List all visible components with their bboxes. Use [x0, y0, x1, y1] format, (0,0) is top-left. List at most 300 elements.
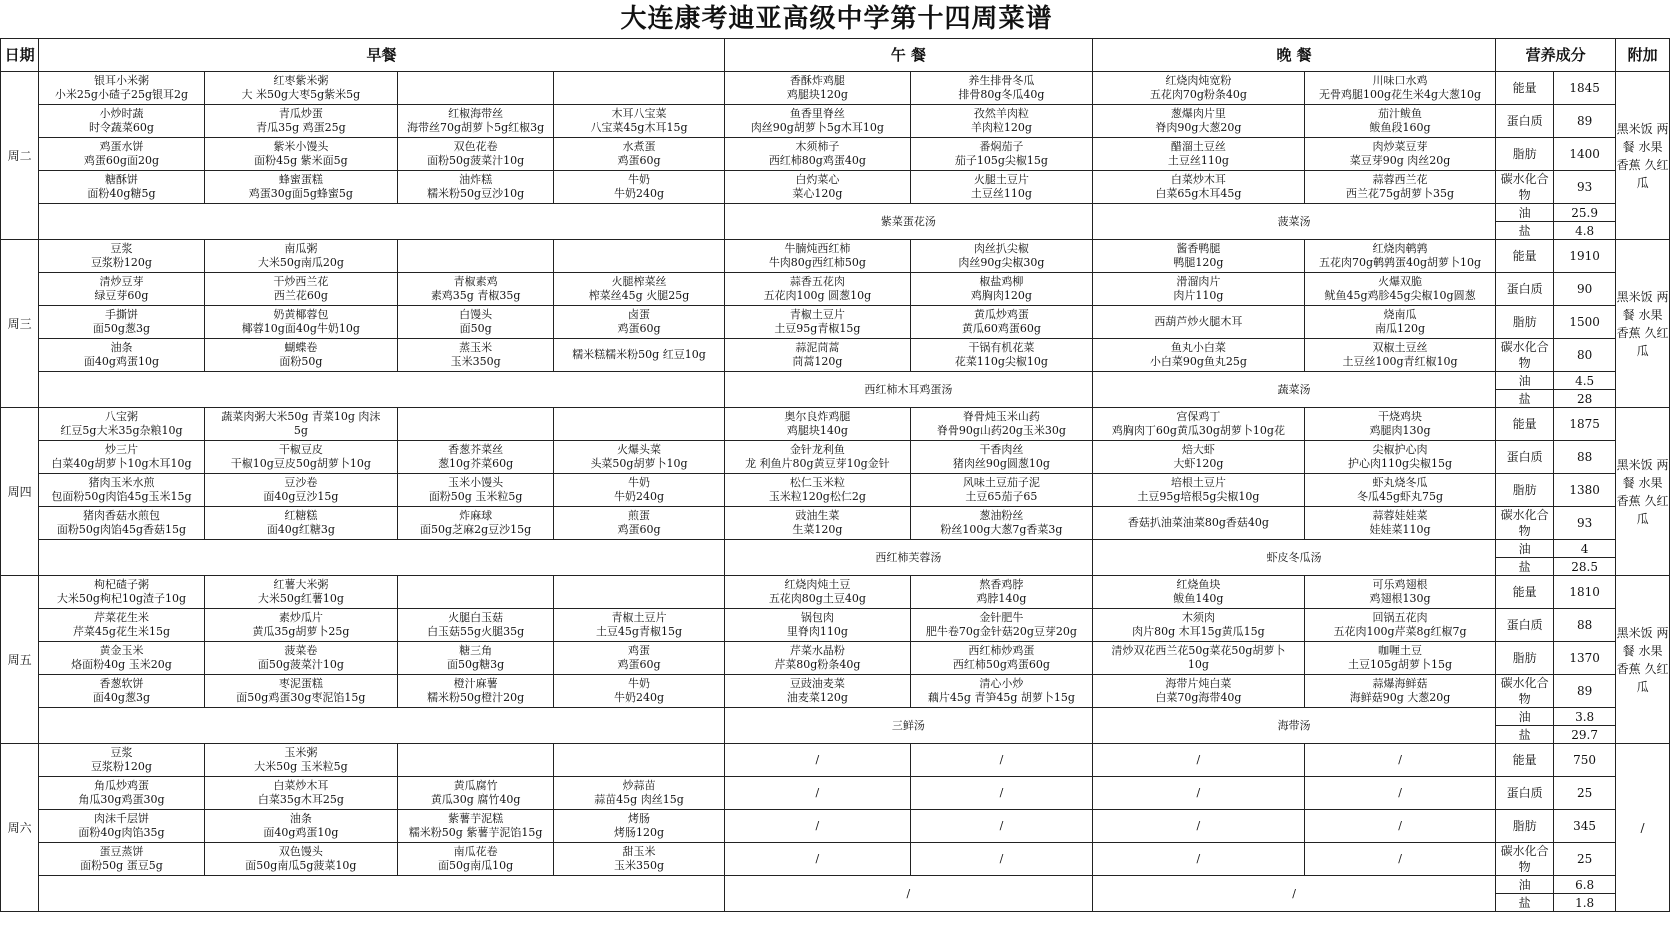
- dish-name: 滑溜肉片: [1176, 275, 1221, 288]
- breakfast-item: [398, 171, 554, 204]
- dinner-item: [1092, 474, 1304, 507]
- menu-row: [1, 642, 1670, 675]
- breakfast-item: [204, 609, 397, 642]
- dish-ingredients: 青瓜35g 鸡蛋25g: [256, 121, 346, 134]
- lunch-soup: /: [724, 876, 1092, 912]
- extra-note: 黑米饭 两餐 水果 香蕉 久红瓜: [1616, 576, 1670, 744]
- breakfast-item: [398, 441, 554, 474]
- nutrition-value: 1875: [1554, 408, 1616, 441]
- oil-label: 油: [1496, 204, 1554, 222]
- dish-ingredients: 白菜65g木耳45g: [1155, 187, 1242, 200]
- salt-value: 28: [1554, 390, 1616, 408]
- lunch-item: [724, 474, 910, 507]
- dish-name: /: [1196, 753, 1201, 766]
- dish-name: /: [1196, 852, 1201, 865]
- dish-name: 炒三片: [104, 443, 138, 456]
- dish-name: 西葫芦炒火腿木耳: [1154, 315, 1243, 328]
- dish-ingredients: 面50g芝麻2g豆沙15g: [420, 523, 532, 536]
- breakfast-item: [554, 576, 725, 609]
- dinner-item: [1092, 441, 1304, 474]
- dish-name: 黄瓜炒鸡蛋: [973, 308, 1029, 321]
- nutrition-label: 碳水化合物: [1496, 339, 1554, 372]
- soup-row: [1, 708, 1670, 726]
- breakfast-item: [204, 642, 397, 675]
- lunch-item: [910, 507, 1092, 540]
- breakfast-item: [204, 72, 397, 105]
- salt-value: 29.7: [1554, 726, 1616, 744]
- dish-name: /: [999, 819, 1004, 832]
- dish-ingredients: 海带丝70g胡萝卜5g红椒3g: [407, 121, 545, 134]
- dish-ingredients: 面50g南瓜10g: [438, 859, 514, 872]
- nutrition-label: 碳水化合物: [1496, 171, 1554, 204]
- dish-ingredients: 大米50g枸杞10g渣子10g: [56, 592, 187, 605]
- dish-name: 炸麻球: [459, 509, 493, 522]
- dish-name: 香葱软饼: [99, 677, 144, 690]
- dish-name: 牛奶: [627, 677, 650, 690]
- lunch-item: [910, 744, 1092, 777]
- dish-name: 木耳八宝菜: [611, 107, 667, 120]
- breakfast-item: [554, 408, 725, 441]
- breakfast-item: [39, 441, 204, 474]
- nutrition-value: 1400: [1554, 138, 1616, 171]
- dish-name: 蒜泥茼蒿: [795, 341, 840, 354]
- dish-ingredients: 豆浆粉120g: [90, 760, 152, 773]
- dish-name: 火爆头菜: [616, 443, 661, 456]
- dish-name: 牛奶: [627, 173, 650, 186]
- breakfast-soup-blank: [39, 876, 725, 912]
- breakfast-item: [554, 306, 725, 339]
- dish-ingredients: 榨菜丝45g 火腿25g: [588, 289, 690, 302]
- dish-name: 香酥炸鸡腿: [789, 74, 845, 87]
- oil-value: 4: [1554, 540, 1616, 558]
- dish-name: 金针龙利鱼: [789, 443, 845, 456]
- dish-name: 牛腩炖西红柿: [784, 242, 851, 255]
- dish-name: 蒜蓉娃娃菜: [1372, 509, 1428, 522]
- dish-name: 糖三角: [459, 644, 493, 657]
- dish-ingredients: 白玉菇55g火腿35g: [427, 625, 525, 638]
- dish-ingredients: 糯米粉50g 紫薯芋泥馅15g: [408, 826, 543, 839]
- dish-ingredients: 五花肉70g鹌鹑蛋40g胡萝卜10g: [1318, 256, 1482, 269]
- dish-ingredients: 面50g菠菜汁10g: [257, 658, 344, 671]
- menu-row: [1, 408, 1670, 441]
- breakfast-item: [204, 138, 397, 171]
- dinner-item: [1092, 273, 1304, 306]
- dish-name: 回锅五花肉: [1372, 611, 1428, 624]
- breakfast-item: [39, 72, 204, 105]
- dish-ingredients: 大米50g 玉米粒5g: [254, 760, 348, 773]
- dish-ingredients: 黄瓜35g胡萝卜25g: [252, 625, 350, 638]
- dish-name: 鱼香里脊丝: [789, 107, 845, 120]
- dish-name: 蝴蝶卷: [284, 341, 318, 354]
- nutrition-value: 1500: [1554, 306, 1616, 339]
- dish-name: 焙大虾: [1181, 443, 1215, 456]
- breakfast-item: [554, 138, 725, 171]
- dish-ingredients: 面40g葱3g: [92, 691, 151, 704]
- dinner-item: [1092, 675, 1304, 708]
- dish-name: 香葱芥菜丝: [448, 443, 504, 456]
- dish-name: 青椒土豆片: [789, 308, 845, 321]
- nutrition-label: 能量: [1496, 408, 1554, 441]
- breakfast-soup-blank: [39, 372, 725, 408]
- dinner-item: [1092, 240, 1304, 273]
- dish-ingredients: 白菜70g海带40g: [1155, 691, 1242, 704]
- dish-ingredients: 鸡胸肉120g: [970, 289, 1032, 302]
- menu-row: [1, 273, 1670, 306]
- dish-ingredients: 娃娃菜110g: [1369, 523, 1431, 536]
- lunch-item: [724, 408, 910, 441]
- dish-name: 豆浆: [110, 242, 133, 255]
- lunch-item: [910, 138, 1092, 171]
- dish-name: 白菜炒木耳: [273, 779, 329, 792]
- header-lunch: 午 餐: [724, 39, 1092, 72]
- dish-name: 清心小炒: [979, 677, 1024, 690]
- dish-name: 虾丸烧冬瓜: [1372, 476, 1428, 489]
- header-extra: 附加: [1616, 39, 1670, 72]
- breakfast-item: [39, 609, 204, 642]
- day-label: 周五: [1, 576, 39, 744]
- dish-name: /: [1398, 753, 1402, 766]
- dish-name: 八宝粥: [104, 410, 138, 423]
- dish-name: 蒸玉米: [459, 341, 493, 354]
- lunch-item: [724, 441, 910, 474]
- nutrition-value: 345: [1554, 810, 1616, 843]
- dish-name: 角瓜炒鸡蛋: [93, 779, 149, 792]
- breakfast-item: [398, 474, 554, 507]
- dish-ingredients: 白菜40g胡萝卜10g木耳10g: [51, 457, 192, 470]
- dinner-item: [1304, 843, 1495, 876]
- dish-ingredients: 面40g鸡蛋10g: [83, 355, 159, 368]
- dish-ingredients: 黄瓜60鸡蛋60g: [961, 322, 1041, 335]
- dish-ingredients: 面50g南瓜5g菠菜10g: [245, 859, 357, 872]
- dinner-item: [1304, 744, 1495, 777]
- menu-row: [1, 609, 1670, 642]
- breakfast-soup-blank: [39, 204, 725, 240]
- oil-label: 油: [1496, 372, 1554, 390]
- dish-ingredients: 黄瓜30g 腐竹40g: [430, 793, 521, 806]
- dish-ingredients: 八宝菜45g木耳15g: [590, 121, 688, 134]
- dish-ingredients: 鸡脖140g: [976, 592, 1027, 605]
- dish-ingredients: 蒜苗45g 肉丝15g: [594, 793, 684, 806]
- day-label: 周六: [1, 744, 39, 912]
- dish-ingredients: 生菜120g: [792, 523, 843, 536]
- dinner-item: [1304, 441, 1495, 474]
- dish-ingredients: 面40g豆沙15g: [263, 490, 339, 503]
- dish-ingredients: 牛奶240g: [613, 490, 664, 503]
- dish-ingredients: 红豆5g大米35g杂粮10g: [60, 424, 183, 437]
- dish-ingredients: 面40g红糖3g: [266, 523, 335, 536]
- dish-name: 干香肉丝: [979, 443, 1024, 456]
- dinner-item: [1092, 810, 1304, 843]
- nutrition-label: 蛋白质: [1496, 609, 1554, 642]
- dish-name: 红椒海带丝: [448, 107, 504, 120]
- dish-name: 菠菜卷: [284, 644, 318, 657]
- dish-ingredients: 鲅鱼段160g: [1369, 121, 1431, 134]
- menu-row: [1, 138, 1670, 171]
- day-label: 周四: [1, 408, 39, 576]
- dish-name: 水煮蛋: [622, 140, 656, 153]
- breakfast-item: [554, 171, 725, 204]
- header-date: 日期: [1, 39, 39, 72]
- dish-name: 葱爆肉片里: [1170, 107, 1226, 120]
- dinner-item: [1304, 306, 1495, 339]
- dish-ingredients: 葱10g芥菜60g: [438, 457, 514, 470]
- dish-name: /: [1196, 786, 1201, 799]
- dish-ingredients: 肉片80g 木耳15g黄瓜15g: [1132, 625, 1265, 638]
- breakfast-item: [39, 105, 204, 138]
- breakfast-item: [554, 609, 725, 642]
- lunch-item: [910, 171, 1092, 204]
- dinner-item: [1304, 810, 1495, 843]
- dish-ingredients: 鸭腿120g: [1173, 256, 1224, 269]
- breakfast-item: [398, 240, 554, 273]
- dish-name: 牛奶: [627, 476, 650, 489]
- nutrition-label: 能量: [1496, 240, 1554, 273]
- breakfast-item: [204, 306, 397, 339]
- dish-name: 咖喱土豆: [1378, 644, 1423, 657]
- lunch-item: [910, 306, 1092, 339]
- nutrition-label: 蛋白质: [1496, 441, 1554, 474]
- dinner-soup: 蔬菜汤: [1092, 372, 1495, 408]
- nutrition-value: 89: [1554, 105, 1616, 138]
- dish-ingredients: 鸡翅根130g: [1369, 592, 1431, 605]
- salt-label: 盐: [1496, 726, 1554, 744]
- breakfast-item: [204, 240, 397, 273]
- dish-name: 椒盐鸡柳: [979, 275, 1024, 288]
- dish-name: 可乐鸡翅根: [1372, 578, 1428, 591]
- dish-ingredients: 土豆丝110g: [1167, 154, 1229, 167]
- dish-name: 香菇扒油菜油菜80g香菇40g: [1127, 516, 1269, 529]
- breakfast-item: [398, 777, 554, 810]
- breakfast-item: [39, 675, 204, 708]
- dish-name: 蛋豆蒸饼: [99, 845, 144, 858]
- breakfast-item: [554, 72, 725, 105]
- nutrition-label: 碳水化合物: [1496, 675, 1554, 708]
- nutrition-value: 1810: [1554, 576, 1616, 609]
- lunch-item: [724, 810, 910, 843]
- dish-name: 双色馒头: [278, 845, 323, 858]
- dish-ingredients: 面粉50g 蛋豆5g: [80, 859, 163, 872]
- dish-name: 煎蛋: [627, 509, 650, 522]
- menu-row: [1, 810, 1670, 843]
- dish-name: 芹菜水晶粉: [789, 644, 845, 657]
- dish-ingredients: 面40g鸡蛋10g: [263, 826, 339, 839]
- dish-ingredients: 土豆105g胡萝卜15g: [1348, 658, 1453, 671]
- menu-row: [1, 441, 1670, 474]
- nutrition-label: 脂肪: [1496, 138, 1554, 171]
- dish-name: /: [999, 852, 1004, 865]
- dish-name: 火爆双脆: [1378, 275, 1423, 288]
- oil-value: 4.5: [1554, 372, 1616, 390]
- salt-label: 盐: [1496, 390, 1554, 408]
- dinner-item: [1304, 240, 1495, 273]
- breakfast-item: [204, 408, 397, 441]
- dinner-item: [1092, 138, 1304, 171]
- dish-name: 奶黄椰蓉包: [273, 308, 329, 321]
- dish-name: 养生排骨冬瓜: [968, 74, 1035, 87]
- dish-ingredients: 西红柿80g鸡蛋40g: [768, 154, 866, 167]
- lunch-item: [910, 240, 1092, 273]
- dish-ingredients: 土豆丝100g青红椒10g: [1342, 355, 1458, 368]
- dinner-item: [1092, 576, 1304, 609]
- nutrition-value: 750: [1554, 744, 1616, 777]
- nutrition-value: 88: [1554, 609, 1616, 642]
- dish-name: 尖椒护心肉: [1372, 443, 1428, 456]
- dish-name: 枸杞碴子粥: [93, 578, 149, 591]
- dinner-item: [1092, 408, 1304, 441]
- dish-ingredients: 鸡蛋60g面20g: [83, 154, 159, 167]
- dish-ingredients: 冬瓜45g虾丸75g: [1357, 490, 1444, 503]
- breakfast-item: [39, 576, 204, 609]
- dish-ingredients: 小米25g小碴子25g银耳2g: [54, 88, 189, 101]
- dish-ingredients: 牛奶240g: [613, 691, 664, 704]
- dish-name: 火腿榨菜丝: [611, 275, 667, 288]
- breakfast-item: [398, 609, 554, 642]
- menu-row: [1, 240, 1670, 273]
- dish-name: 炒蒜苗: [622, 779, 656, 792]
- nutrition-label: 脂肪: [1496, 474, 1554, 507]
- dish-ingredients: 鸡蛋60g: [617, 523, 661, 536]
- dish-name: 油条: [289, 812, 312, 825]
- breakfast-item: [554, 777, 725, 810]
- dish-name: 肉沫千层饼: [93, 812, 149, 825]
- dish-ingredients: 糯米粉50g橙汁20g: [427, 691, 525, 704]
- breakfast-item: [554, 744, 725, 777]
- dish-name: 木须柿子: [795, 140, 840, 153]
- dinner-item: [1304, 408, 1495, 441]
- lunch-soup: 紫菜蛋花汤: [724, 204, 1092, 240]
- breakfast-item: [398, 339, 554, 372]
- dish-name: /: [1196, 819, 1201, 832]
- dish-name: 黄瓜腐竹: [453, 779, 498, 792]
- dish-ingredients: 面粉40g肉馅35g: [78, 826, 165, 839]
- dish-ingredients: 玉米350g: [450, 355, 501, 368]
- dish-name: 红糖糕: [284, 509, 318, 522]
- dish-ingredients: 肥牛卷70g金针菇20g豆芽20g: [925, 625, 1077, 638]
- dish-name: /: [999, 753, 1004, 766]
- breakfast-item: [554, 507, 725, 540]
- dish-ingredients: 南瓜120g: [1375, 322, 1426, 335]
- nutrition-value: 1380: [1554, 474, 1616, 507]
- day-label: 周二: [1, 72, 39, 240]
- dish-name: 豉油生菜: [795, 509, 840, 522]
- dish-name: 猪肉玉米水煎: [88, 476, 155, 489]
- lunch-item: [910, 843, 1092, 876]
- dish-ingredients: 面粉50g: [279, 355, 323, 368]
- dish-name: 油条: [110, 341, 133, 354]
- dish-ingredients: 面粉50g肉馅45g香菇15g: [56, 523, 187, 536]
- nutrition-value: 1845: [1554, 72, 1616, 105]
- breakfast-item: [398, 744, 554, 777]
- dish-name: 锅包肉: [800, 611, 834, 624]
- dish-ingredients: 菜心120g: [792, 187, 843, 200]
- dinner-item: [1304, 273, 1495, 306]
- breakfast-item: [204, 474, 397, 507]
- day-label: 周三: [1, 240, 39, 408]
- nutrition-label: 能量: [1496, 744, 1554, 777]
- dinner-item: [1304, 138, 1495, 171]
- dish-name: 鸡蛋水饼: [99, 140, 144, 153]
- lunch-soup: 西红柿木耳鸡蛋汤: [724, 372, 1092, 408]
- dish-ingredients: 面50g鸡蛋30g枣泥馅15g: [236, 691, 366, 704]
- dish-name: 鸡蛋: [627, 644, 650, 657]
- dish-name: 油炸糕: [459, 173, 493, 186]
- dish-name: /: [815, 786, 820, 799]
- nutrition-value: 25: [1554, 843, 1616, 876]
- nutrition-value: 25: [1554, 777, 1616, 810]
- breakfast-item: [204, 273, 397, 306]
- dinner-item: [1092, 609, 1304, 642]
- lunch-item: [724, 507, 910, 540]
- oil-value: 3.8: [1554, 708, 1616, 726]
- dish-ingredients: 糯米粉50g豆沙10g: [427, 187, 525, 200]
- breakfast-item: [554, 843, 725, 876]
- breakfast-item: [204, 843, 397, 876]
- dish-name: 白灼菜心: [795, 173, 840, 186]
- breakfast-item: [398, 306, 554, 339]
- dinner-item: [1092, 507, 1304, 540]
- breakfast-item: [398, 576, 554, 609]
- dish-name: 银耳小米粥: [93, 74, 149, 87]
- dish-ingredients: 鱿鱼45g鸡胗45g尖椒10g圆葱: [1324, 289, 1476, 302]
- nutrition-label: 能量: [1496, 72, 1554, 105]
- dish-ingredients: 五花肉100g芹菜8g红椒7g: [1333, 625, 1467, 638]
- breakfast-item: [554, 240, 725, 273]
- dish-ingredients: 土豆95g培根5g尖椒10g: [1137, 490, 1260, 503]
- dinner-item: [1092, 744, 1304, 777]
- dish-ingredients: 肉丝90g胡萝卜5g木耳10g: [750, 121, 884, 134]
- dish-ingredients: 五花肉70g粉条40g: [1149, 88, 1247, 101]
- extra-note: 黑米饭 两餐 水果 香蕉 久红瓜: [1616, 72, 1670, 240]
- dish-ingredients: 玉米350g: [613, 859, 664, 872]
- breakfast-item: [39, 138, 204, 171]
- dinner-item: [1304, 507, 1495, 540]
- dish-name: 酱香鸭腿: [1176, 242, 1221, 255]
- dinner-soup: 海带汤: [1092, 708, 1495, 744]
- dish-ingredients: 大虾120g: [1173, 457, 1224, 470]
- lunch-item: [724, 72, 910, 105]
- lunch-item: [724, 843, 910, 876]
- dish-name: 橙汁麻薯: [453, 677, 498, 690]
- dish-ingredients: 藕片45g 青笋45g 胡萝卜15g: [927, 691, 1075, 704]
- dish-ingredients: 菜豆芽90g 肉丝20g: [1349, 154, 1451, 167]
- dish-name: 芹菜花生米: [93, 611, 149, 624]
- dish-ingredients: 面50g: [459, 322, 492, 335]
- menu-row: [1, 339, 1670, 372]
- dish-name: 豆豉油麦菜: [789, 677, 845, 690]
- dish-ingredients: 西红柿50g鸡蛋60g: [952, 658, 1050, 671]
- dish-name: 奥尔良炸鸡腿: [784, 410, 851, 423]
- nutrition-value: 93: [1554, 507, 1616, 540]
- dish-ingredients: 土豆45g青椒15g: [595, 625, 683, 638]
- dinner-item: [1092, 843, 1304, 876]
- lunch-soup: 西红柿芙蓉汤: [724, 540, 1092, 576]
- lunch-item: [910, 72, 1092, 105]
- dish-ingredients: 10g: [1187, 658, 1209, 671]
- salt-value: 1.8: [1554, 894, 1616, 912]
- dish-name: 豆浆: [110, 746, 133, 759]
- breakfast-item: [398, 810, 554, 843]
- breakfast-item: [204, 576, 397, 609]
- breakfast-item: [554, 642, 725, 675]
- breakfast-item: [398, 642, 554, 675]
- dish-name: 青瓜炒蛋: [278, 107, 323, 120]
- dish-ingredients: 鸡腿肉130g: [1369, 424, 1431, 437]
- dish-name: 肉炒菜豆芽: [1372, 140, 1428, 153]
- nutrition-value: 89: [1554, 675, 1616, 708]
- nutrition-value: 88: [1554, 441, 1616, 474]
- dish-name: 海带片炖白菜: [1165, 677, 1232, 690]
- menu-row: [1, 675, 1670, 708]
